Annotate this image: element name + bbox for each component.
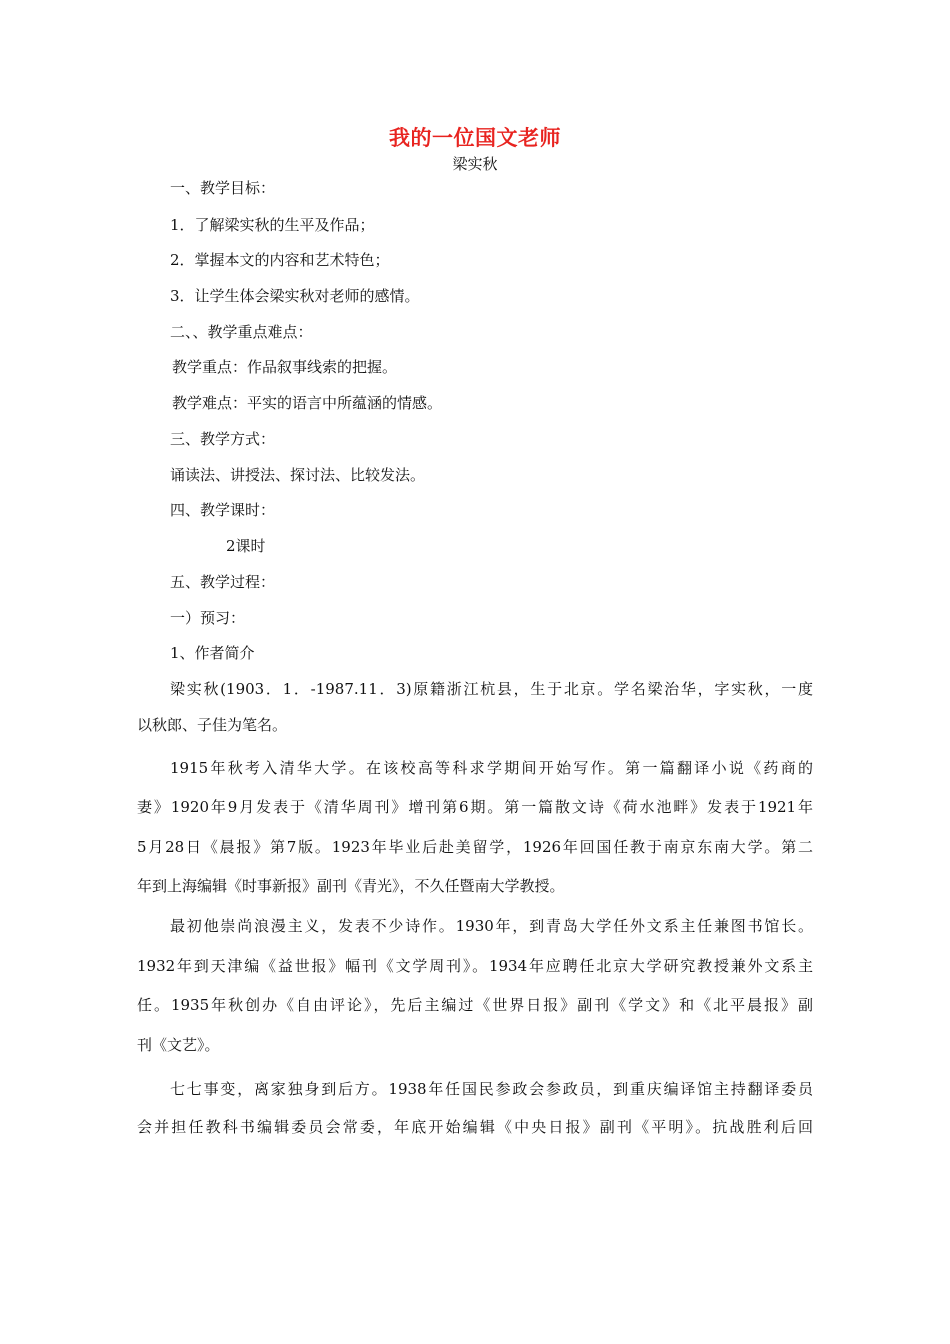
paragraph-2-line-2: 妻》1920年9月发表于《清华周刊》增刊第6期。第一篇散文诗《荷水池畔》发表于1921年 (137, 798, 813, 816)
goals-heading: 一、教学目标： (170, 179, 276, 197)
goal-item-2: 2．掌握本文的内容和艺术特色； (170, 251, 390, 269)
document-author: 梁实秋 (452, 155, 498, 173)
preview-heading: 一）预习： (170, 609, 246, 627)
difficult-point: 教学难点：平实的语言中所蕴涵的情感。 (172, 394, 443, 412)
goal-item-1: 1．了解梁实秋的生平及作品； (170, 216, 375, 234)
paragraph-3-line-3: 任。1935年秋创办《自由评论》，先后主编过《世界日报》副刊《学文》和《北平晨报》副 (137, 996, 813, 1014)
document-title: 我的一位国文老师 (389, 125, 561, 150)
goal-item-3: 3．让学生体会梁实秋对老师的感情。 (170, 287, 420, 305)
key-point: 教学重点：作品叙事线索的把握。 (172, 358, 398, 376)
paragraph-2-line-1: 1915年秋考入清华大学。在该校高等科求学期间开始写作。第一篇翻译小说《药商的 (170, 759, 813, 777)
paragraph-1-line-2: 以秋郎、子佳为笔名。 (137, 716, 288, 734)
paragraph-3-line-4: 刊《文艺》。 (137, 1036, 220, 1054)
process-heading: 五、教学过程： (170, 573, 276, 591)
hours-text: 2课时 (226, 537, 266, 555)
keypoints-heading: 二、、教学重点难点： (170, 323, 313, 341)
paragraph-2-line-3: 5月28日《晨报》第7版。1923年毕业后赴美留学，1926年回国任教于南京东南大学。第二 (137, 838, 813, 856)
paragraph-4-line-1: 七七事变，离家独身到后方。1938年任国民参政会参政员，到重庆编译馆主持翻译委员 (170, 1080, 813, 1098)
hours-heading: 四、教学课时： (170, 501, 276, 519)
paragraph-3-line-2: 1932年到天津编《益世报》幅刊《文学周刊》。1934年应聘任北京大学研究教授兼外文系主 (137, 957, 813, 975)
paragraph-4-line-2: 会并担任教科书编辑委员会常委，年底开始编辑《中央日报》副刊《平明》。抗战胜利后回 (137, 1118, 813, 1136)
author-intro-heading: 1、作者简介 (170, 644, 255, 662)
paragraph-3-line-1: 最初他崇尚浪漫主义，发表不少诗作。1930年，到青岛大学任外文系主任兼图书馆长。 (170, 917, 813, 935)
paragraph-2-line-4: 年到上海编辑《时事新报》副刊《青光》，不久任暨南大学教授。 (137, 877, 565, 895)
paragraph-1-line-1: 梁实秋(1903．1．-1987.11．3)原籍浙江杭县，生于北京。学名梁治华，字实秋，一度 (170, 680, 813, 698)
methods-text: 诵读法、讲授法、探讨法、比较发法。 (170, 466, 426, 484)
methods-heading: 三、教学方式： (170, 430, 276, 448)
